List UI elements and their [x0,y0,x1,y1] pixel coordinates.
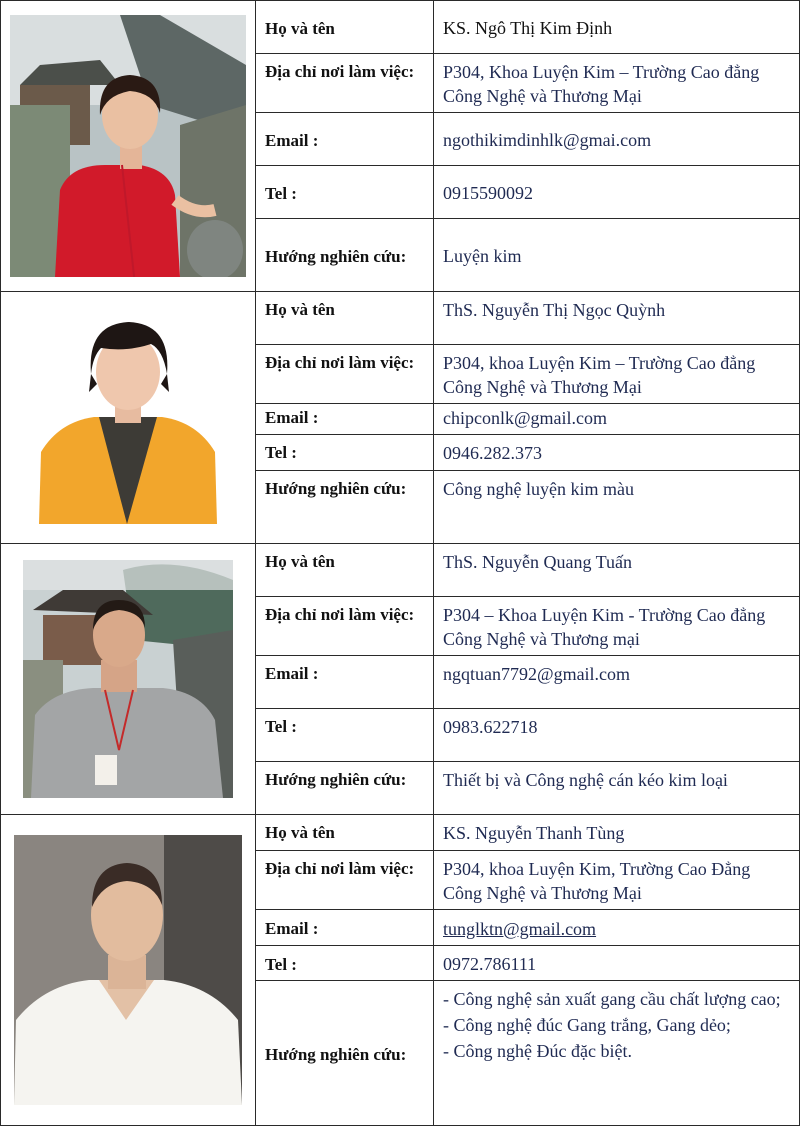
name-value: ThS. Nguyễn Quang Tuấn [434,544,800,597]
photo-cell [1,544,256,815]
address-value: P304, Khoa Luyện Kim – Trường Cao đẳng Công Nghệ và Thương Mại [434,54,800,113]
name-label: Họ và tên [256,544,434,597]
table-row [1,1,800,54]
tel-value: 0915590092 [434,166,800,219]
tel-label: Tel : [256,435,434,471]
research-label: Hướng nghiên cứu: [256,981,434,1126]
research-value: Thiết bị và Công nghệ cán kéo kim loại [434,762,800,815]
address-label: Địa chỉ nơi làm việc: [256,597,434,656]
address-label: Địa chỉ nơi làm việc: [256,54,434,113]
address-label: Địa chỉ nơi làm việc: [256,345,434,404]
research-label: Hướng nghiên cứu: [256,471,434,544]
name-label: Họ và tên [256,292,434,345]
tel-value: 0983.622718 [434,709,800,762]
email-value: ngothikimdinhlk@gmai.com [434,113,800,166]
email-value: chipconlk@gmail.com [434,404,800,435]
research-label: Hướng nghiên cứu: [256,762,434,815]
email-link[interactable]: tunglktn@gmail.com [443,918,597,939]
email-label: Email : [256,910,434,946]
email-value [434,910,800,946]
table-row [1,292,800,345]
tel-label: Tel : [256,709,434,762]
tel-value: 0946.282.373 [434,435,800,471]
research-list [434,981,800,1126]
list-item: - Công nghệ Đúc đặc biệt. [443,1041,632,1061]
email-label: Email : [256,113,434,166]
list-item: - Công nghệ sản xuất gang cầu chất lượng cao; [443,989,781,1009]
photo-cell [1,815,256,1126]
email-label: Email : [256,656,434,709]
research-value: Luyện kim [434,219,800,292]
name-value: ThS. Nguyễn Thị Ngọc Quỳnh [434,292,800,345]
name-value: KS. Ngô Thị Kim Định [434,1,800,54]
address-value: P304, khoa Luyện Kim – Trường Cao đẳng Công Nghệ và Thương Mại [434,345,800,404]
list-item: - Công nghệ đúc Gang trắng, Gang dẻo; [443,1015,731,1035]
email-value: ngqtuan7792@gmail.com [434,656,800,709]
tel-label: Tel : [256,946,434,981]
portrait-photo [14,835,242,1105]
address-value: P304 – Khoa Luyện Kim - Trường Cao đẳng Công Nghệ và Thương mại [434,597,800,656]
tel-value: 0972.786111 [434,946,800,981]
portrait-photo [39,312,217,524]
name-value: KS. Nguyễn Thanh Tùng [434,815,800,851]
tel-label: Tel : [256,166,434,219]
table-row [1,544,800,597]
portrait-photo [23,560,233,798]
photo-cell [1,292,256,544]
portrait-photo [10,15,246,277]
name-label: Họ và tên [256,815,434,851]
photo-cell [1,1,256,292]
address-label: Địa chỉ nơi làm việc: [256,851,434,910]
table-row [1,815,800,851]
name-label: Họ và tên [256,1,434,54]
address-value: P304, khoa Luyện Kim, Trường Cao Đẳng Công Nghệ và Thương Mại [434,851,800,910]
research-label: Hướng nghiên cứu: [256,219,434,292]
email-label: Email : [256,404,434,435]
research-value: Công nghệ luyện kim màu [434,471,800,544]
